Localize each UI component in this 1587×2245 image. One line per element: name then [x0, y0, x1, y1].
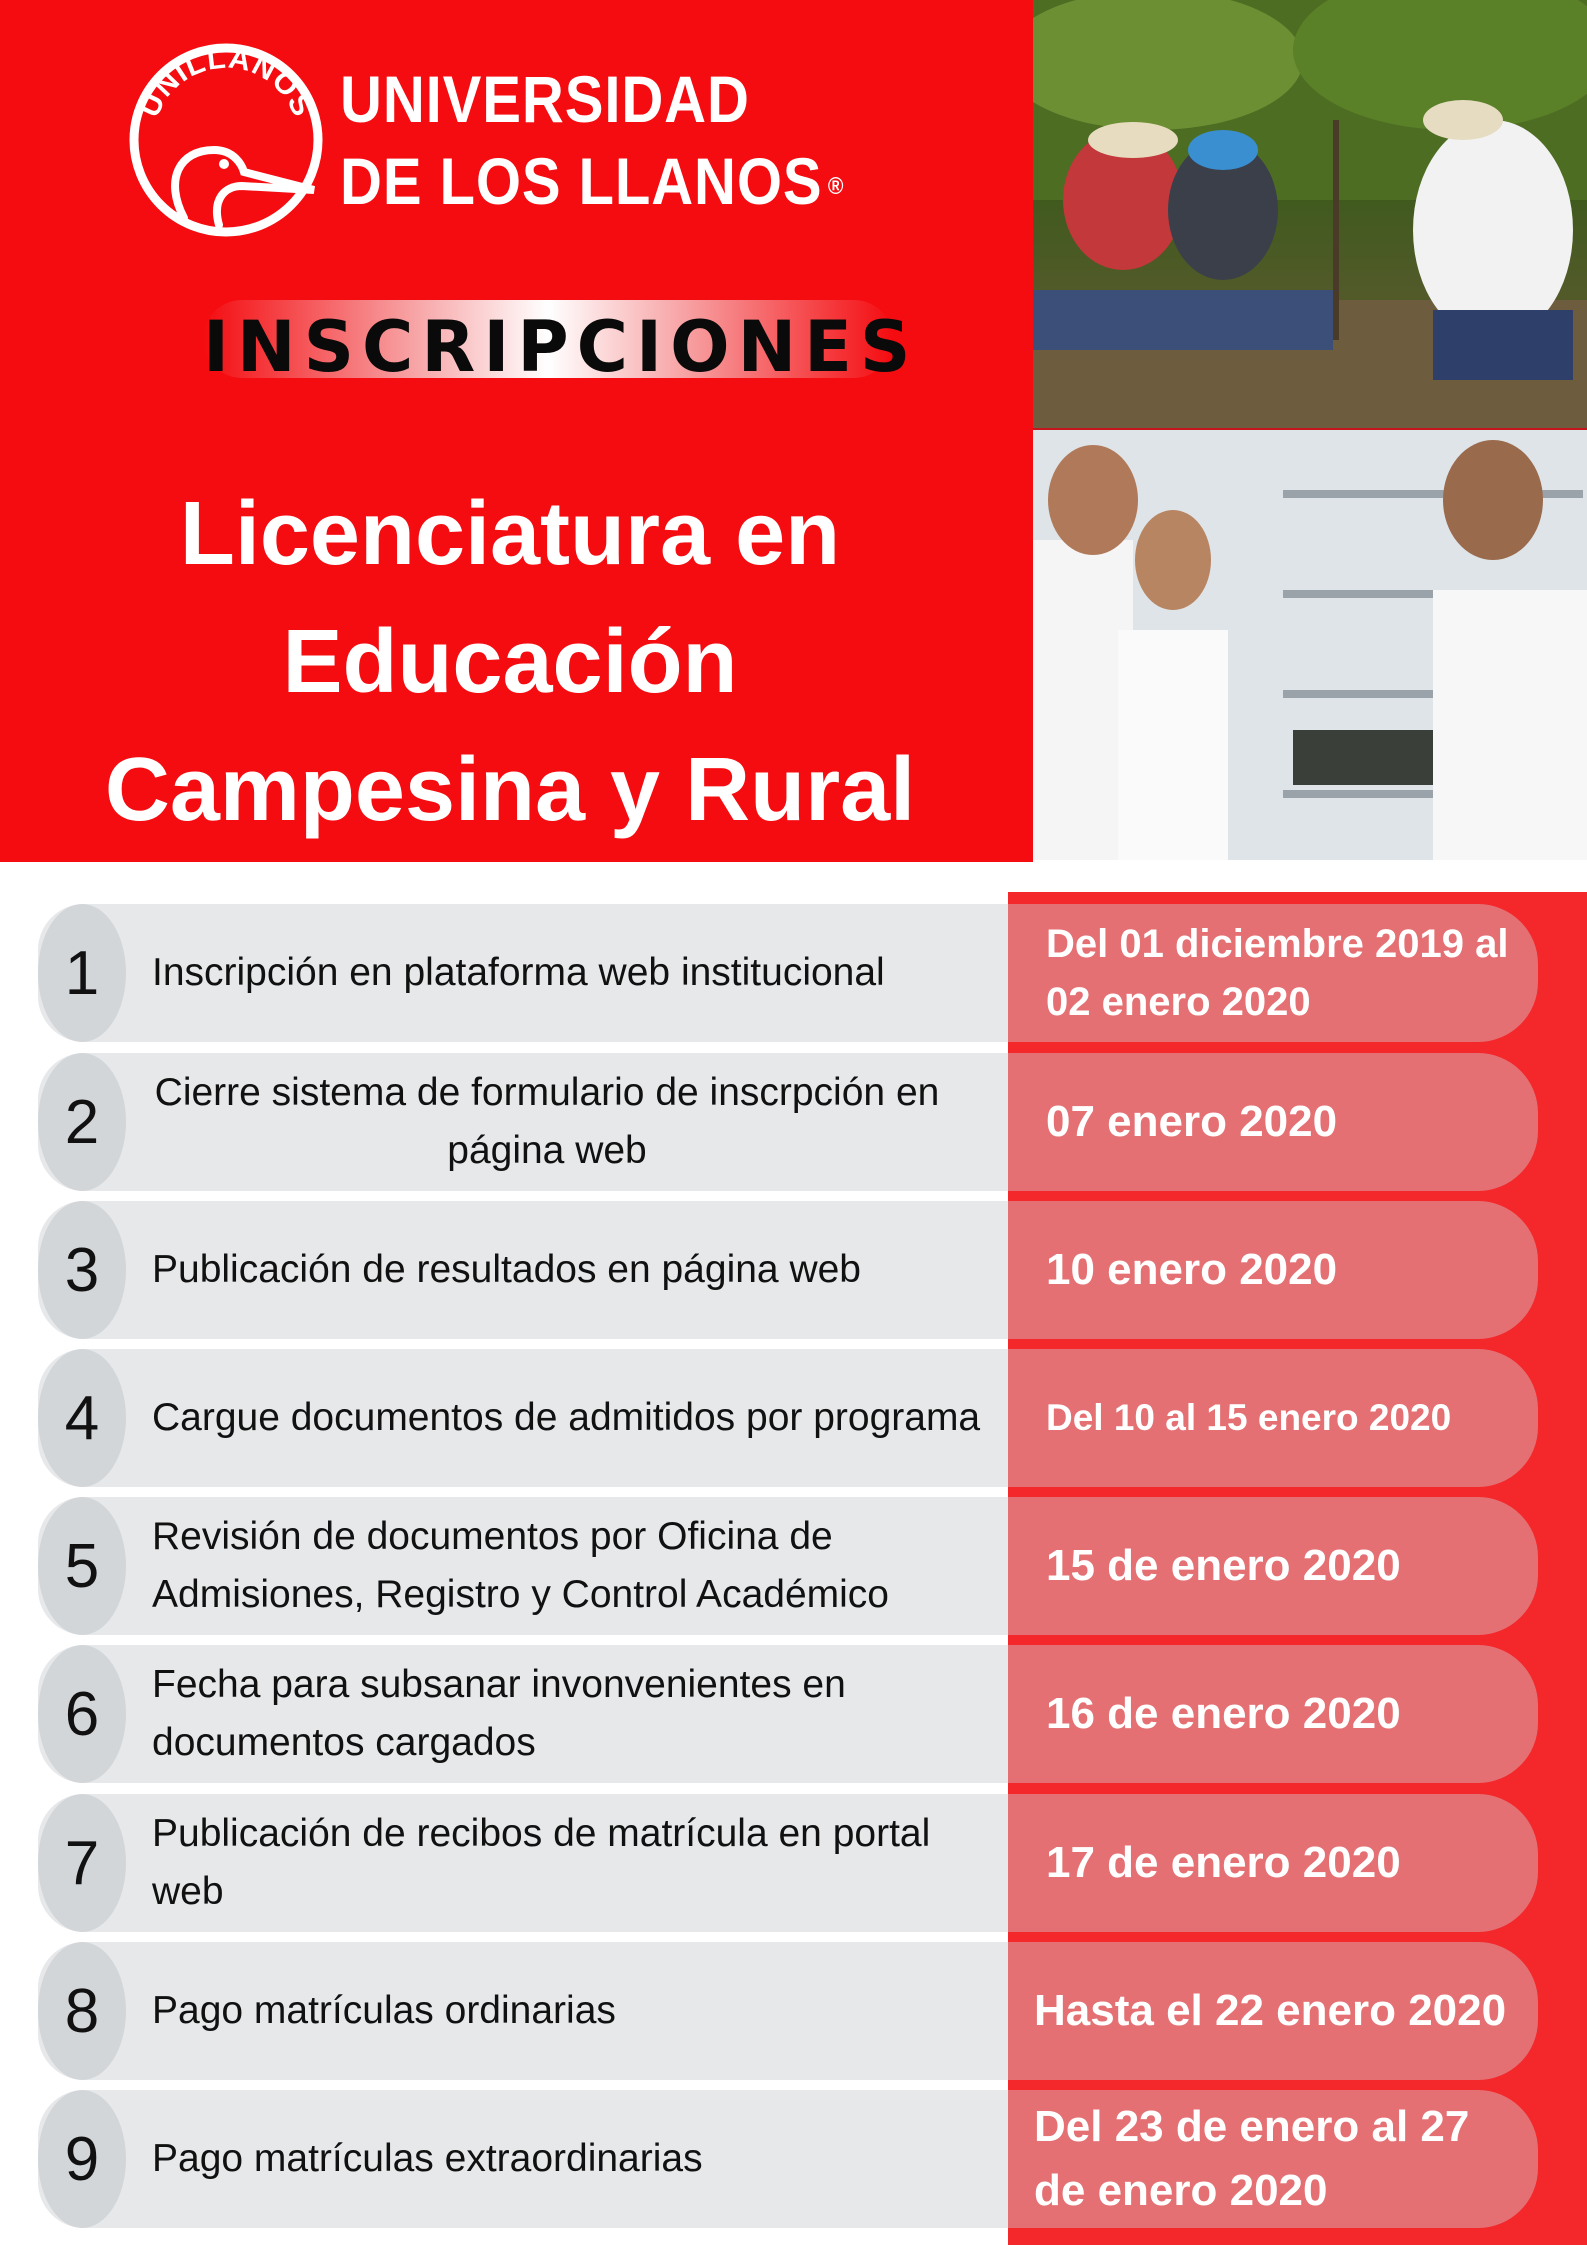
step-4-description: Cargue documentos de admitidos por programa	[152, 1396, 981, 1439]
header-panel	[0, 0, 1033, 862]
step-5-date-cell	[1008, 1497, 1538, 1635]
step-3-number: 3	[38, 1201, 126, 1339]
university-name-line2: DE LOS LLANOS	[340, 144, 823, 218]
step-8-description: Pago matrículas ordinarias	[152, 1989, 616, 2032]
svg-text:UNILLANOS: UNILLANOS	[132, 41, 320, 123]
step-4-date-cell	[1008, 1349, 1538, 1487]
step-9-date-cell	[1008, 2090, 1538, 2228]
step-4-cell	[38, 1349, 1010, 1487]
step-8-cell	[38, 1942, 1010, 2080]
step-row-1	[38, 904, 1538, 1042]
step-row-5	[38, 1497, 1538, 1635]
step-7-number: 7	[38, 1794, 126, 1932]
step-9-date: Del 23 de enero al 27 de enero 2020	[1034, 2102, 1470, 2215]
step-6-date: 16 de enero 2020	[1046, 1689, 1401, 1738]
step-row-8	[38, 1942, 1538, 2080]
step-8-date-cell	[1008, 1942, 1538, 2080]
step-9-cell	[38, 2090, 1010, 2228]
registered-mark: ®	[827, 172, 845, 200]
banner-text: INSCRIPCIONES	[203, 306, 919, 388]
program-title-line2: Educación	[282, 612, 738, 712]
step-3-cell	[38, 1201, 1010, 1339]
inscripciones-banner	[203, 300, 919, 388]
step-4-number: 4	[38, 1349, 126, 1487]
step-1-description: Inscripción en plataforma web institucional	[152, 951, 885, 994]
step-4-date: Del 10 al 15 enero 2020	[1046, 1397, 1452, 1438]
step-2-number: 2	[38, 1053, 126, 1191]
step-row-6	[38, 1645, 1538, 1783]
step-7-date: 17 de enero 2020	[1046, 1838, 1401, 1887]
program-title-line1: Licenciatura en	[179, 484, 841, 584]
field-photo	[1033, 0, 1587, 428]
step-1-date: Del 01 diciembre 2019 al 02 enero 2020	[1046, 922, 1509, 1024]
step-6-number: 6	[38, 1645, 126, 1783]
step-6-date-cell	[1008, 1645, 1538, 1783]
step-row-4	[38, 1349, 1538, 1487]
step-7-cell	[38, 1794, 1010, 1932]
unillanos-logo	[124, 40, 334, 240]
step-5-date: 15 de enero 2020	[1046, 1541, 1401, 1590]
step-2-description: Cierre sistema de formulario de inscrpción en página web	[154, 1071, 940, 1172]
step-5-number: 5	[38, 1497, 126, 1635]
step-1-date-cell	[1008, 904, 1538, 1042]
step-6-description: Fecha para subsanar invonvenientes en documentos cargados	[152, 1663, 846, 1764]
step-2-cell	[38, 1053, 1010, 1191]
step-7-description: Publicación de recibos de matrícula en portal web	[152, 1812, 931, 1913]
step-row-3	[38, 1201, 1538, 1339]
step-5-description: Revisión de documentos por Oficina de Admisiones, Registro y Control Académico	[152, 1515, 889, 1616]
program-title-line3: Campesina y Rural	[104, 740, 916, 840]
step-5-cell	[38, 1497, 1010, 1635]
step-3-description: Publicación de resultados en página web	[152, 1248, 861, 1291]
step-1-cell	[38, 904, 1010, 1042]
program-title	[30, 470, 990, 854]
step-3-date-cell	[1008, 1201, 1538, 1339]
lab-photo	[1033, 430, 1587, 860]
step-2-date-cell	[1008, 1053, 1538, 1191]
step-6-cell	[38, 1645, 1010, 1783]
step-8-date: Hasta el 22 enero 2020	[1034, 1986, 1507, 2035]
step-3-date: 10 enero 2020	[1046, 1245, 1338, 1294]
step-row-2	[38, 1053, 1538, 1191]
step-7-date-cell	[1008, 1794, 1538, 1932]
university-name-line1: UNIVERSIDAD	[340, 62, 750, 136]
step-9-number: 9	[38, 2090, 126, 2228]
step-9-description: Pago matrículas extraordinarias	[152, 2137, 703, 2180]
university-name	[340, 58, 844, 228]
step-row-9	[38, 2090, 1538, 2228]
step-row-7	[38, 1794, 1538, 1932]
step-2-date: 07 enero 2020	[1046, 1097, 1338, 1146]
step-8-number: 8	[38, 1942, 126, 2080]
step-1-number: 1	[38, 904, 126, 1042]
